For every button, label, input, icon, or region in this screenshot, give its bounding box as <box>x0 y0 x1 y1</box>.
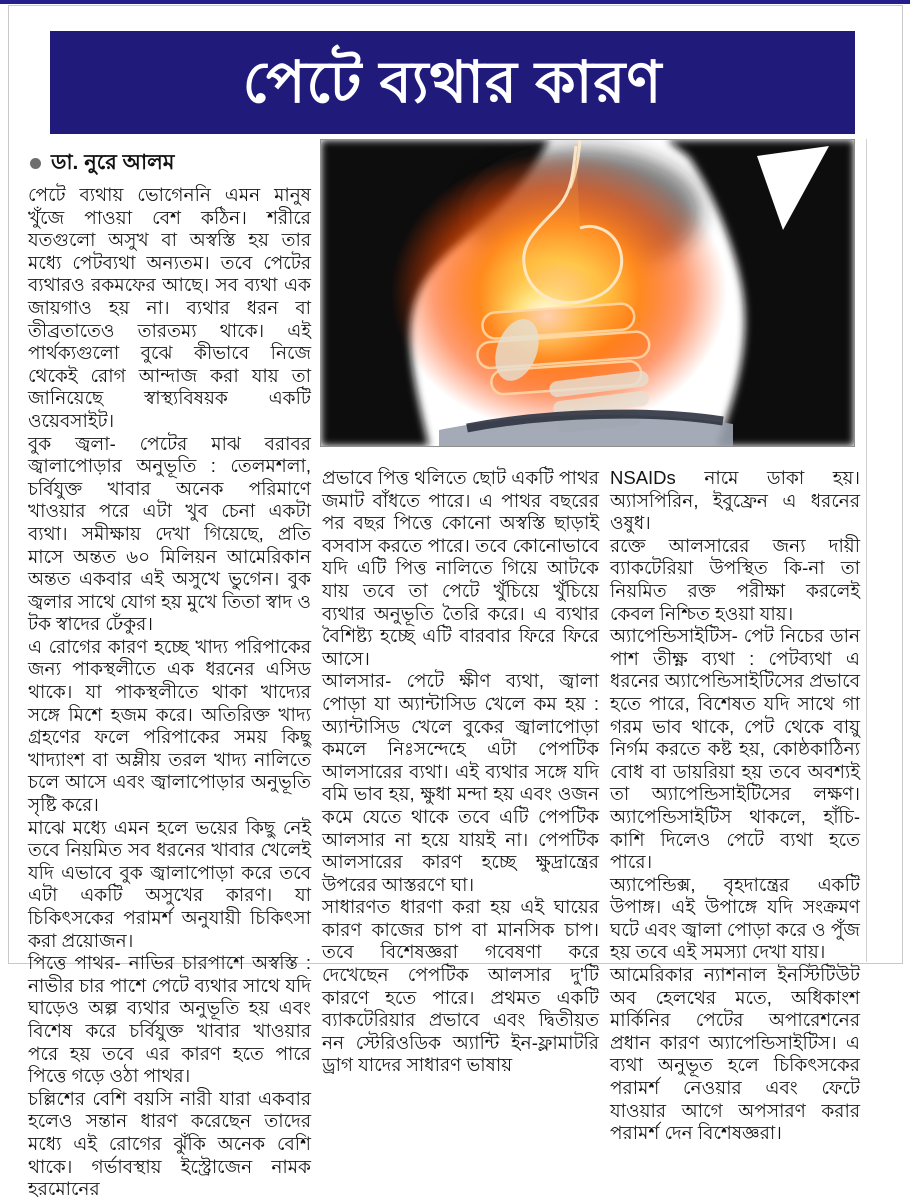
paragraph: অ্যাপেন্ডিসাইটিস- পেট নিচের ডান পাশ তীক্ষ্ণ ব্যথা : পেটব্যথা এ ধরনের অ্যাপেন্ডিসাইটিসের প্রভাবে হতে পারে, বিশেষত যদি সাথে গা গরম ভাব থাকে, পেট থেকে বায়ু নির্গম করতে কষ্ট হয়, কোষ্ঠকাঠিন্য বোধ বা ডায়রিয়া হয় তবে অবশ্যই তা অ্যাপেন্ডিসাইটিসের লক্ষণ। অ্যাপেন্ডিসাইটিস থাকলে, হাঁচি-কাশি দিলেও পেটে ব্যথা হতে পারে। <box>610 625 860 873</box>
byline-bullet-icon <box>30 158 41 169</box>
stomach-pain-illustration <box>321 140 854 446</box>
right-column-rule <box>866 139 867 962</box>
paragraph: প্রভাবে পিত্ত থলিতে ছোট একটি পাথর জমাট বাঁধতে পারে। এ পাথর বছরের পর বছর পিত্তে কোনো অস্বস্তি ছাড়াই বসবাস করতে পারে। তবে কোনোভাবে যদি এটি পিত্ত নালিতে গিয়ে আটকে যায় তবে তা পেটে খুঁচিয়ে খুঁচিয়ে ব্যথার অনুভূতি তৈরি করে। এ ব্যথার বৈশিষ্ট্য হচ্ছে এটি বারবার ফিরে ফিরে আসে। <box>322 467 599 669</box>
article-column-2 <box>322 467 599 1077</box>
top-border-strip <box>0 0 910 4</box>
paragraph: আমেরিকার ন্যাশনাল ইনস্টিটিউট অব হেলথের মতে, অধিকাংশ মার্কিনির পেটের অপারেশনের প্রধান কারণ অ্যাপেন্ডিসাইটিস। এ ব্যথা অনুভূত হলে চিকিৎসকের পরামর্শ নেওয়ার এবং ফেটে যাওয়ার আগে অপসারণ করার পরামর্শ দেন বিশেষজ্ঞরা। <box>610 964 860 1144</box>
paragraph: রক্তে আলসারের জন্য দায়ী ব্যাকটেরিয়া উপস্থিত কি-না তা নিয়মিত রক্ত পরীক্ষা করলেই কেবল নিশ্চিত হওয়া যায়। <box>610 534 860 624</box>
paragraph: বুক জ্বলা- পেটের মাঝ বরাবর জ্বালাপোড়ার অনুভূতি : তেলমশলা, চর্বিযুক্ত খাবার অনেক পরিমাণে খাওয়ার পরে এটা খুব চেনা একটা ব্যথা। সমীক্ষায় দেখা গিয়েছে, প্রতি মাসে অন্তত ৬০ মিলিয়ন আমেরিকান অন্তত একবার এই অসুখে ভুগেন। বুক জ্বলার সাথে যোগ হয় মুখে তিতা স্বাদ ও টক স্বাদের ঢেঁকুর। <box>28 432 311 635</box>
article-column-1 <box>28 184 311 1201</box>
paragraph: মাঝে মধ্যে এমন হলে ভয়ের কিছু নেই তবে নিয়মিত সব ধরনের খাবার খেলেই যদি এভাবে বুক জ্বালাপোড়া করে তবে এটা একটি অসুখের কারণ। যা চিকিৎসকের পরামর্শ অনুযায়ী চিকিৎসা করা প্রয়োজন। <box>28 816 311 951</box>
paragraph: চল্লিশের বেশি বয়সি নারী যারা একবার হলেও সন্তান ধারণ করেছেন তাদের মধ্যে এই রোগের ঝুঁকি অনেক বেশি থাকে। গর্ভাবস্থায় ইস্ট্রোজেন নামক হরমোনের <box>28 1087 311 1200</box>
paragraph: আলসার- পেটে ক্ষীণ ব্যথা, জ্বালা পোড়া যা অ্যান্টাসিড খেলে কম হয় : অ্যান্টাসিড খেলে বুকের জ্বালাপোড়া কমলে নিঃসন্দেহে এটা পেপটিক আলসারের ব্যথা। এই ব্যথার সঙ্গে যদি বমি ভাব হয়, ক্ষুধা মন্দা হয় এবং ওজন কমে যেতে থাকে তবে এটি পেপটিক আলসার না হয়ে যায়ই না। পেপটিক আলসারের কারণ হচ্ছে ক্ষুদ্রান্ত্রের উপরের আস্তরণে ঘা। <box>322 670 599 895</box>
byline-author: ডা. নুরে আলম <box>51 151 175 174</box>
paragraph: NSAIDs নামে ডাকা হয়। অ্যাসপিরিন, ইবুফ্রেন এ ধরনের ওষুধ। <box>610 467 860 534</box>
paragraph: পিত্তে পাথর- নাভির চারপাশে অস্বস্তি : নাভীর চার পাশে পেটে ব্যথার সাথে যদি ঘাড়েও অল্প ব্যথার অনুভূতি হয় এবং বিশেষ করে চর্বিযুক্ত খাবার খাওয়ার পরে হয় তবে এর কারণ হতে পারে পিত্তে গড়ে ওঠা পাথর। <box>28 952 311 1087</box>
paragraph: সাধারণত ধারণা করা হয় এই ঘায়ের কারণ কাজের চাপ বা মানসিক চাপ। তবে বিশেষজ্ঞরা গবেষণা করে দেখেছেন পেপটিক আলসার দু'টি কারণে হতে পারে। প্রথমত একটি ব্যাকটেরিয়ার প্রভাবে এবং দ্বিতীয়ত নন স্টেরিওডিক অ্যান্টি ইন-ফ্লামাটরি ড্রাগ যাদের সাধারণ ভাষায় <box>322 896 599 1076</box>
article-photo <box>320 139 855 447</box>
article-title: পেটে ব্যথার কারণ <box>242 49 663 115</box>
paragraph: অ্যাপেন্ডিক্স, বৃহদান্ত্রের একটি উপাঙ্গ। এই উপাঙ্গে যদি সংক্রমণ ঘটে এবং জ্বালা পোড়া করে ও পুঁজ হয় তবে এই সমস্যা দেখা যায়। <box>610 873 860 963</box>
paragraph: এ রোগের কারণ হচ্ছে খাদ্য পরিপাকের জন্য পাকস্থলীতে এক ধরনের এসিড থাকে। যা পাকস্থলীতে থাকা খাদ্যের সঙ্গে মিশে হজম করে। অতিরিক্ত খাদ্য গ্রহণের ফলে পরিপাকের সময় কিছু খাদ্যাংশ বা অম্লীয় তরল খাদ্য নালিতে চলে আসে এবং জ্বালাপোড়ার অনুভূতি সৃষ্টি করে। <box>28 635 311 816</box>
byline <box>30 146 174 181</box>
article-column-3 <box>610 467 860 1145</box>
paragraph: পেটে ব্যথায় ভোগেননি এমন মানুষ খুঁজে পাওয়া বেশ কঠিন। শরীরে যতগুলো অসুখ বা অস্বস্তি হয় তার মধ্যে পেটব্যথা অন্যতম। তবে পেটের ব্যথারও রকমফের আছে। সব ব্যথা এক জায়গাও হয় না। ব্যথার ধরন বা তীব্রতাতেও তারতম্য থাকে। এই পার্থক্যগুলো বুঝে কীভাবে নিজে থেকেই রোগ আন্দাজ করা যায় তা জানিয়েছে স্বাস্থ্যবিষয়ক একটি ওয়েবসাইট। <box>28 184 311 431</box>
article-title-banner <box>50 31 855 134</box>
